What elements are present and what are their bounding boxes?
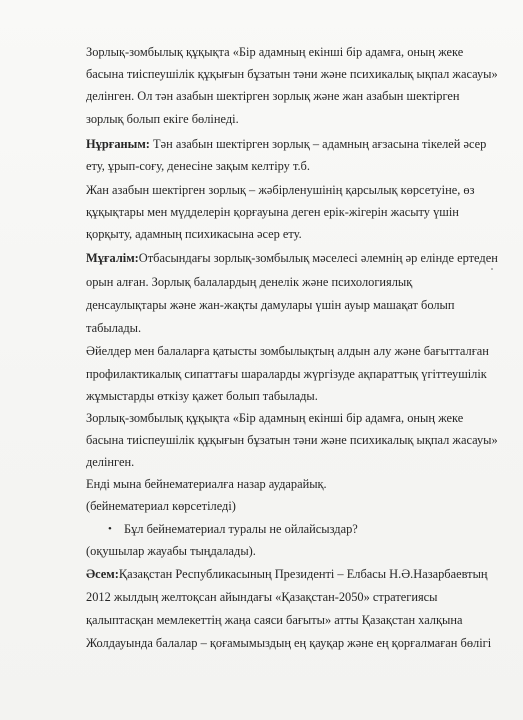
text-line: [86, 204, 459, 220]
line-text: Зорлық-зомбылық құқықта «Бір адамның екінші бір адамға, оның жеке: [86, 411, 464, 425]
text-line: [86, 182, 475, 198]
line-text: денсаулықтары және жан-жақты дамулары үшін ауыр машақат болып: [86, 298, 455, 312]
line-text: Бұл бейнематериал туралы не ойлайсыздар?: [124, 522, 358, 536]
text-line: [86, 297, 455, 313]
line-text: басына тиіспеушілік құқығын бұзатын тәни және психикалық ықпал жасауы»: [86, 433, 498, 447]
line-text: орын алған. Зорлық балалардың денелік және психологиялық: [86, 275, 413, 289]
line-text: зорлық болып екіге бөлінеді.: [86, 112, 239, 126]
text-line: [86, 343, 489, 359]
bullet-icon: •: [108, 523, 112, 535]
scan-speck: [491, 268, 493, 270]
line-text: Жолдауында балалар – қоғамымыздың ең қауқар және ең қорғалмаған бөлігі: [86, 636, 492, 650]
text-line: [86, 136, 486, 152]
line-text: ету, ұрып-соғу, денесіне зақым келтіру т.б.: [86, 159, 310, 173]
text-line: [86, 366, 487, 382]
line-text: Әйелдер мен балаларға қатысты зомбылықтың алдын алу және бағытталған: [86, 344, 489, 358]
text-line: [86, 543, 256, 559]
text-line: [86, 432, 498, 448]
text-line: [86, 589, 438, 605]
text-line: [86, 158, 310, 174]
speaker-label: Нұрғаным:: [86, 137, 150, 151]
text-line: [86, 88, 460, 104]
text-line: [86, 388, 318, 404]
speaker-label: Әсем:: [86, 567, 119, 581]
text-line: [86, 454, 134, 470]
text-line: [86, 250, 498, 266]
text-line: [86, 612, 462, 628]
speaker-label: Мұғалім:: [86, 251, 139, 265]
line-text: құқықтары мен мүдделерін қорғауына деген ерік-жігерін жасыту үшін: [86, 205, 459, 219]
line-text: делінген. Ол тән азабын шектірген зорлық және жан азабын шектірген: [86, 89, 460, 103]
line-text: Зорлық-зомбылық құқықта «Бір адамның екінші бір адамға, оның жеке: [86, 45, 464, 59]
text-line: [86, 635, 491, 651]
text-line: [86, 226, 302, 242]
text-line: [86, 44, 463, 60]
text-line: [86, 476, 327, 492]
text-line: [86, 566, 488, 582]
line-text: қорқыту, адамның психикасына әсер ету.: [86, 227, 302, 241]
line-text: Тән азабын шектірген зорлық – адамның ағзасына тікелей әсер: [149, 137, 487, 151]
line-text: табылады.: [86, 321, 142, 335]
line-text: Енді мына бейнематериалға назар аударайық.: [86, 477, 327, 491]
line-text: 2012 жылдың желтоқсан айындағы «Қазақстан-2050» стратегиясы: [86, 590, 438, 604]
line-text: қалыптасқан мемлекеттің жаңа саяси бағыты» атты Қазақстан халқына: [86, 613, 463, 627]
text-line: [86, 111, 239, 127]
text-line: [108, 521, 358, 537]
line-text: делінген.: [86, 455, 135, 469]
line-text: Қазақстан Республикасының Президенті – Елбасы Н.Ә.Назарбаевтың: [118, 567, 488, 581]
text-line: [86, 320, 141, 336]
text-line: [86, 410, 463, 426]
line-text: (оқушылар жауабы тыңдалады).: [86, 544, 256, 558]
line-text: (бейнематериал көрсетіледі): [86, 499, 236, 513]
text-line: [86, 66, 498, 82]
line-text: профилактикалық сипаттағы шараларды жүргізуде ақпараттық үгіттеушілік: [86, 367, 487, 381]
text-line: [86, 498, 236, 514]
line-text: жұмыстарды өткізу қажет болып табылады.: [86, 389, 318, 403]
line-text: Жан азабын шектірген зорлық – жәбірленушінің қарсылық көрсетуіне, өз: [86, 183, 475, 197]
line-text: Отбасындағы зорлық-зомбылық мәселесі әлемнің әр елінде ертеден: [138, 251, 498, 265]
line-text: басына тиіспеушілік құқығын бұзатын тәни және психикалық ықпал жасауы»: [86, 67, 498, 81]
text-line: [86, 274, 412, 290]
